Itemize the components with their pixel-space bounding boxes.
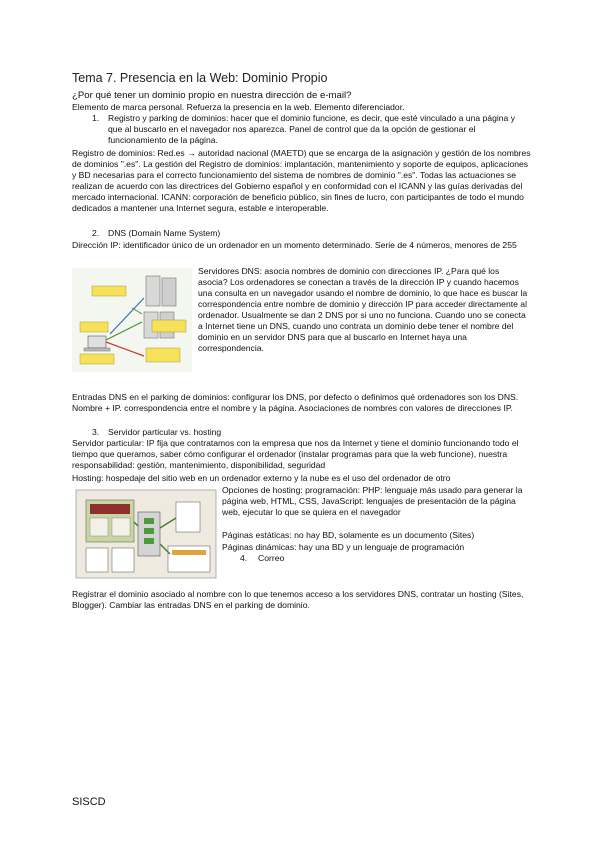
paragraph-registro-dominios: Registro de dominios: Red.es → autoridad nacional (MAETD) que se encarga de la asignación y gestión de los nombres de dominios ".es". La gestión del Registro de dominios: implantación, mantenimiento y soporte de equipos, aplicaciones y BD necesarias para el correcto funcionamiento del sistema de nombres de dominio ".es". Todas las actuaciones se realizan de acuerdo con las directrices del Gobierno español y en conformidad con el ICANN y las guías derivadas del mercado internacional. ICANN: corporación de beneficio público, sin fines de lucro, con participantes de todo el mundo dedicados a mantener una Internet segura, estable e interoperable. — [72, 148, 531, 213]
page-title: Tema 7. Presencia en la Web: Dominio Propio — [72, 71, 328, 85]
paragraph-hosting: Hosting: hospedaje del sitio web en un ordenador externo y la nube es el uso del ordenador de otro — [72, 473, 451, 483]
hosting-diagram-image — [72, 488, 218, 580]
list-item-servidor-hosting: Servidor particular vs. hosting — [108, 427, 222, 437]
list-number-4: 4. — [240, 553, 248, 563]
paragraph-servidores-dns: Servidores DNS: asocia nombres de dominio con direcciones IP. ¿Para qué los asocia? Los ordenadores se conectan a través de la dirección IP y cuando hacemos una consulta en un navegador usando el nombre de dominio, lo que hace es buscar la correspondencia entre nombre de dominio y dirección IP para acceder directamente al ordenador. Usualmente se dan 2 DNS por si uno no funciona. Cuando uno se conecta a Internet tiene un DNS, cuando uno contrata un dominio debe tener el nombre del dominio en un servidor DNS para que al buscarlo en Internet haya una correspondencia. — [198, 266, 528, 353]
dns-diagram-image — [72, 268, 192, 372]
list-number-1: 1. — [92, 113, 100, 123]
paragraph-registrar-dominio: Registrar el dominio asociado al nombre con lo que tenemos acceso a los servidores DNS, contratar un hosting (Sites, Blogger). Cambiar las entradas DNS en el parking de dominio. — [72, 589, 524, 610]
list-item-dns: DNS (Domain Name System) — [108, 228, 221, 238]
paragraph-marca: Elemento de marca personal. Refuerza la presencia en la web. Elemento diferenciador. — [72, 102, 405, 112]
list-number-3: 3. — [92, 427, 100, 437]
paragraph-servidor-particular: Servidor particular: IP fija que contratamos con la empresa que nos da Internet y tiene el dominio funcionando todo el tiempo que queramos, saber cómo configurar el ordenador (instalar programas para que la web funcione), nuestra responsabilidad: gestión, mantenimiento, disponibilidad, seguridad — [72, 438, 519, 470]
list-item-registro-parking: Registro y parking de dominios: hacer que el dominio funcione, es decir, que esté vinculado a una página y que al buscarlo en el navegador nos aparezca. Panel de control que da la opción de gestionar el funcionamiento de la página. — [108, 113, 516, 145]
question-heading: ¿Por qué tener un dominio propio en nuestra dirección de e-mail? — [72, 90, 352, 101]
list-number-2: 2. — [92, 228, 100, 238]
paragraph-opciones-hosting: Opciones de hosting: programación: PHP: lenguaje más usado para generar la página web, HTML, CSS, JavaScript: lenguajes de presentación de la página web, ejecutar lo que se quiera en el navegador — [222, 485, 523, 517]
paragraph-paginas-estaticas: Páginas estáticas: no hay BD, solamente es un documento (Sites) — [222, 530, 475, 540]
paragraph-entradas-dns: Entradas DNS en el parking de dominios: configurar los DNS, por defecto o definimos qué ordenadores son los DNS. Nombre + IP. correspondencia entre el nombre y la página. Asociaciones de nombres con valores de direcciones IP. — [72, 392, 519, 413]
page-footer: SISCD — [72, 796, 106, 808]
list-item-correo: Correo — [258, 553, 285, 563]
paragraph-paginas-dinamicas: Páginas dinámicas: hay una BD y un lenguaje de programación — [222, 542, 465, 552]
paragraph-direccion-ip: Dirección IP: identificador único de un ordenador en un momento determinado. Serie de 4 números, menores de 255 — [72, 240, 517, 250]
